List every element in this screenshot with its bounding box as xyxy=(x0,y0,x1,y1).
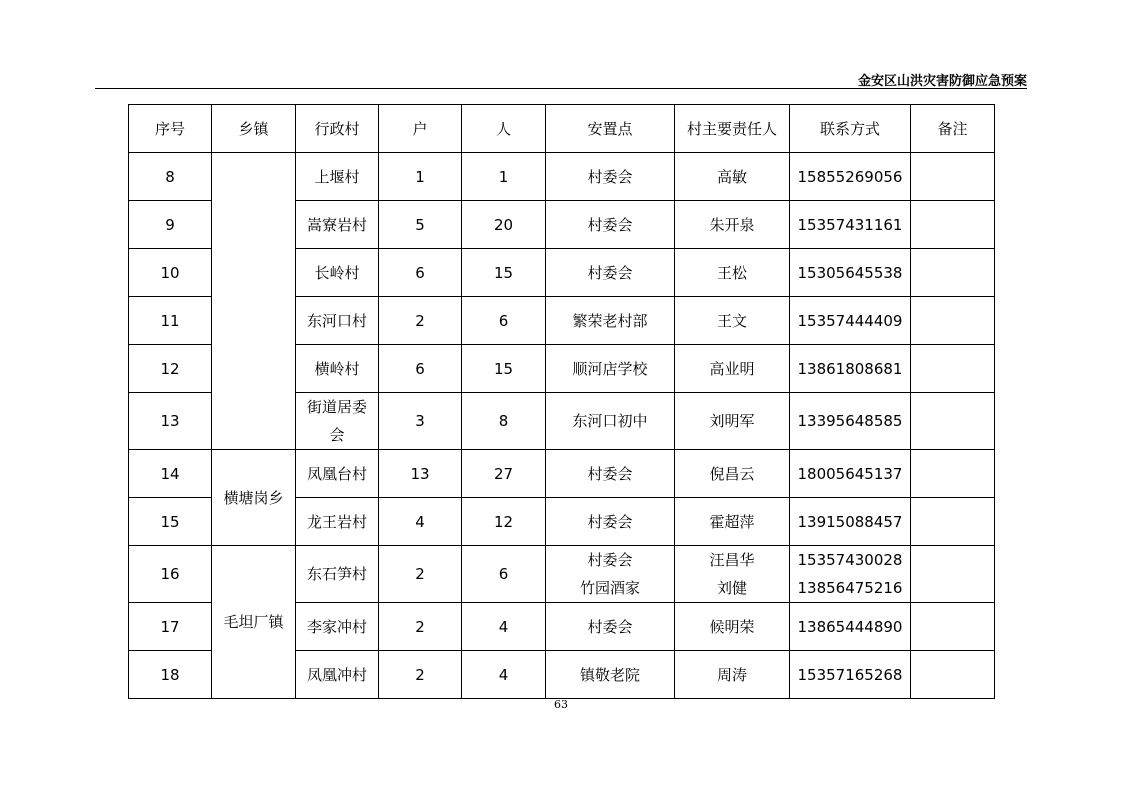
shelter-cell: 顺河店学校 xyxy=(546,345,675,393)
village-line: 会 xyxy=(329,426,345,444)
village-cell: 嵩寮岩村 xyxy=(296,201,379,249)
village-cell: 东石笋村 xyxy=(296,546,379,603)
row-number: 14 xyxy=(129,450,212,498)
village-cell: 龙王岩村 xyxy=(296,498,379,546)
households-cell: 4 xyxy=(379,498,462,546)
phone-cell: 18005645137 xyxy=(790,450,911,498)
header-rule xyxy=(95,88,1027,89)
households-cell: 2 xyxy=(379,603,462,651)
village-cell: 东河口村 xyxy=(296,297,379,345)
people-cell: 1 xyxy=(462,153,546,201)
row-number: 10 xyxy=(129,249,212,297)
shelter-cell: 村委会 xyxy=(546,153,675,201)
column-header: 序号 xyxy=(129,105,212,153)
phone-cell: 13865444890 xyxy=(790,603,911,651)
row-number: 12 xyxy=(129,345,212,393)
phone-line: 15357430028 xyxy=(797,551,903,569)
village-cell: 上堰村 xyxy=(296,153,379,201)
village-cell: 横岭村 xyxy=(296,345,379,393)
note-cell xyxy=(911,393,995,450)
person-line: 汪昌华 xyxy=(709,551,755,569)
shelter-cell: 东河口初中 xyxy=(546,393,675,450)
shelter-cell: 村委会 xyxy=(546,498,675,546)
column-header: 乡镇 xyxy=(212,105,296,153)
column-header: 行政村 xyxy=(296,105,379,153)
note-cell xyxy=(911,249,995,297)
note-cell xyxy=(911,201,995,249)
people-cell: 20 xyxy=(462,201,546,249)
table-row xyxy=(129,153,995,201)
row-number: 16 xyxy=(129,546,212,603)
table-header-row xyxy=(129,105,995,153)
responsible-person-cell: 高业明 xyxy=(675,345,790,393)
row-number: 9 xyxy=(129,201,212,249)
village-cell xyxy=(296,393,379,450)
table-row xyxy=(129,450,995,498)
people-cell: 4 xyxy=(462,651,546,699)
shelter-cell: 繁荣老村部 xyxy=(546,297,675,345)
phone-cell: 15855269056 xyxy=(790,153,911,201)
people-cell: 15 xyxy=(462,345,546,393)
page-number: 63 xyxy=(554,698,568,711)
phone-cell: 15305645538 xyxy=(790,249,911,297)
township-cell xyxy=(212,153,296,450)
phone-cell: 13395648585 xyxy=(790,393,911,450)
households-cell: 1 xyxy=(379,153,462,201)
phone-cell: 15357444409 xyxy=(790,297,911,345)
shelter-line: 村委会 xyxy=(587,551,633,569)
note-cell xyxy=(911,498,995,546)
shelter-cell: 村委会 xyxy=(546,201,675,249)
note-cell xyxy=(911,297,995,345)
shelter-cell: 村委会 xyxy=(546,450,675,498)
note-cell xyxy=(911,546,995,603)
column-header: 联系方式 xyxy=(790,105,911,153)
column-header: 户 xyxy=(379,105,462,153)
village-line: 街道居委 xyxy=(306,398,367,416)
people-cell: 12 xyxy=(462,498,546,546)
phone-cell: 15357431161 xyxy=(790,201,911,249)
responsible-person-cell: 周涛 xyxy=(675,651,790,699)
people-cell: 15 xyxy=(462,249,546,297)
village-cell: 凤凰台村 xyxy=(296,450,379,498)
village-cell: 李家冲村 xyxy=(296,603,379,651)
column-header: 安置点 xyxy=(546,105,675,153)
phone-cell: 13861808681 xyxy=(790,345,911,393)
households-cell: 13 xyxy=(379,450,462,498)
column-header: 村主要责任人 xyxy=(675,105,790,153)
households-cell: 2 xyxy=(379,651,462,699)
document-header-title: 金安区山洪灾害防御应急预案 xyxy=(857,74,1027,89)
row-number: 15 xyxy=(129,498,212,546)
households-cell: 2 xyxy=(379,546,462,603)
row-number: 18 xyxy=(129,651,212,699)
people-cell: 4 xyxy=(462,603,546,651)
note-cell xyxy=(911,345,995,393)
village-cell: 凤凰冲村 xyxy=(296,651,379,699)
responsible-person-cell: 刘明军 xyxy=(675,393,790,450)
evacuation-roster-table xyxy=(128,104,995,699)
row-number: 11 xyxy=(129,297,212,345)
row-number: 17 xyxy=(129,603,212,651)
row-number: 13 xyxy=(129,393,212,450)
shelter-cell: 村委会 xyxy=(546,249,675,297)
households-cell: 3 xyxy=(379,393,462,450)
village-cell: 长岭村 xyxy=(296,249,379,297)
households-cell: 2 xyxy=(379,297,462,345)
note-cell xyxy=(911,651,995,699)
shelter-cell xyxy=(546,546,675,603)
responsible-person-cell: 候明荣 xyxy=(675,603,790,651)
responsible-person-cell xyxy=(675,546,790,603)
people-cell: 27 xyxy=(462,450,546,498)
column-header: 备注 xyxy=(911,105,995,153)
responsible-person-cell: 倪昌云 xyxy=(675,450,790,498)
phone-cell xyxy=(790,546,911,603)
responsible-person-cell: 霍超萍 xyxy=(675,498,790,546)
people-cell: 8 xyxy=(462,393,546,450)
shelter-cell: 镇敬老院 xyxy=(546,651,675,699)
phone-cell: 15357165268 xyxy=(790,651,911,699)
people-cell: 6 xyxy=(462,297,546,345)
column-header: 人 xyxy=(462,105,546,153)
phone-line: 13856475216 xyxy=(797,579,903,597)
person-line: 刘健 xyxy=(716,579,747,597)
responsible-person-cell: 王松 xyxy=(675,249,790,297)
table-row xyxy=(129,546,995,603)
note-cell xyxy=(911,450,995,498)
township-cell: 毛坦厂镇 xyxy=(212,546,296,699)
households-cell: 5 xyxy=(379,201,462,249)
responsible-person-cell: 朱开泉 xyxy=(675,201,790,249)
note-cell xyxy=(911,603,995,651)
responsible-person-cell: 高敏 xyxy=(675,153,790,201)
responsible-person-cell: 王文 xyxy=(675,297,790,345)
row-number: 8 xyxy=(129,153,212,201)
township-cell: 横塘岗乡 xyxy=(212,450,296,546)
people-cell: 6 xyxy=(462,546,546,603)
note-cell xyxy=(911,153,995,201)
shelter-cell: 村委会 xyxy=(546,603,675,651)
shelter-line: 竹园酒家 xyxy=(579,579,640,597)
phone-cell: 13915088457 xyxy=(790,498,911,546)
households-cell: 6 xyxy=(379,249,462,297)
households-cell: 6 xyxy=(379,345,462,393)
